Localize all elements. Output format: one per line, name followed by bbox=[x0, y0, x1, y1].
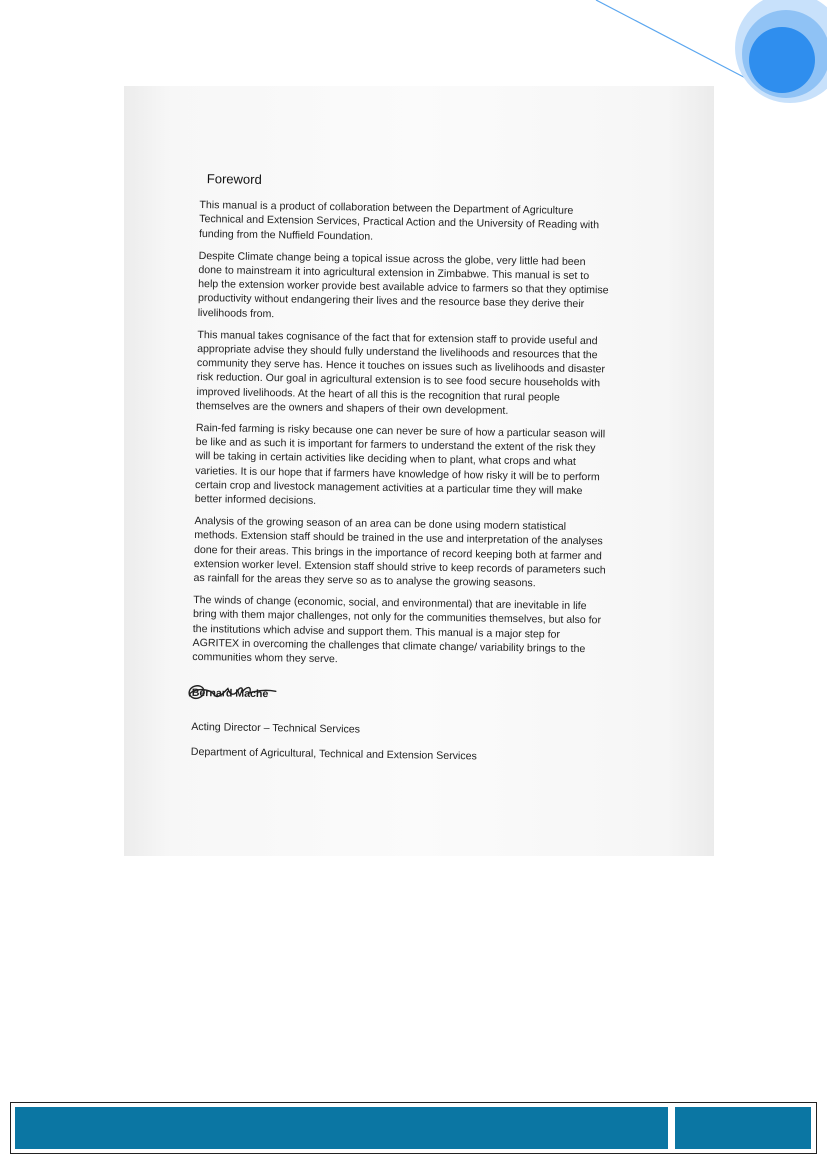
signatory-name: Bernard Mache bbox=[191, 687, 269, 701]
paragraph: Despite Climate change being a topical issue across the globe, very little had been done to mainstream it into agricultural extension in Zimbabwe. This manual is set to help the extension worker provide best available advice to farmers so that they optimise productivity without endangering their lives and the resource base they derive their livelihoods from. bbox=[197, 249, 609, 320]
paragraph: Analysis of the growing season of an area can be done using modern statistical methods. Extension staff should be trained in the use and interpretation of the analyses done for their areas. This brings in the importance of record keeping both at farmer and extension worker level. Extension staff should strive to keep records of parameters such as rainfall for the areas they serve so as to analyse the growing seasons. bbox=[193, 515, 606, 590]
foreword-heading: Foreword bbox=[206, 171, 262, 187]
decorative-circle-inner bbox=[749, 27, 815, 93]
footer-title-cell bbox=[15, 1107, 668, 1149]
signatory-title: Acting Director – Technical Services bbox=[191, 721, 361, 736]
footer-bar bbox=[10, 1102, 817, 1154]
foreword-text bbox=[191, 170, 612, 765]
signature-area bbox=[192, 678, 604, 706]
paragraph: The winds of change (economic, social, and environmental) that are inevitable in life bring with them major challenges, not only for the communities themselves, but also for the institutions which advise and support them. This manual is a major step for AGRITEX in overcoming the challenges that climate change/ variability brings to the communities whom they serve. bbox=[192, 594, 602, 666]
signatory-department: Department of Agricultural, Technical and Extension Services bbox=[190, 745, 477, 762]
signature-block bbox=[191, 678, 604, 765]
paragraph: Rain-fed farming is risky because one can never be sure of how a particular season will be like and as such it is important for farmers to understand the extent of the risk they will be taking in certain activities like deciding when to plant, what crops and what varieties. It is our hope that if farmers have knowledge of how risky it will be to perform certain crop and livestock management activities at a particular time they will make better informed decisions. bbox=[194, 422, 606, 507]
paragraph: This manual is a product of collaboration between the Department of Agriculture Technical and Extension Services, Practical Action and the University of Reading with funding from the Nuffield Foundation. bbox=[198, 199, 600, 243]
paragraph: This manual takes cognisance of the fact that for extension staff to provide useful and appropriate advise they should fully understand the livelihoods and resources that the community they serve has. Hence it touches on issues such as livelihoods and disaster risk reduction. Our goal in agricultural extension is to see food secure households with improved livelihoods. At the heart of all this is the recognition that rural people themselves are the owners and shapers of their own development. bbox=[196, 328, 606, 417]
footer-page-number-cell bbox=[675, 1107, 811, 1149]
